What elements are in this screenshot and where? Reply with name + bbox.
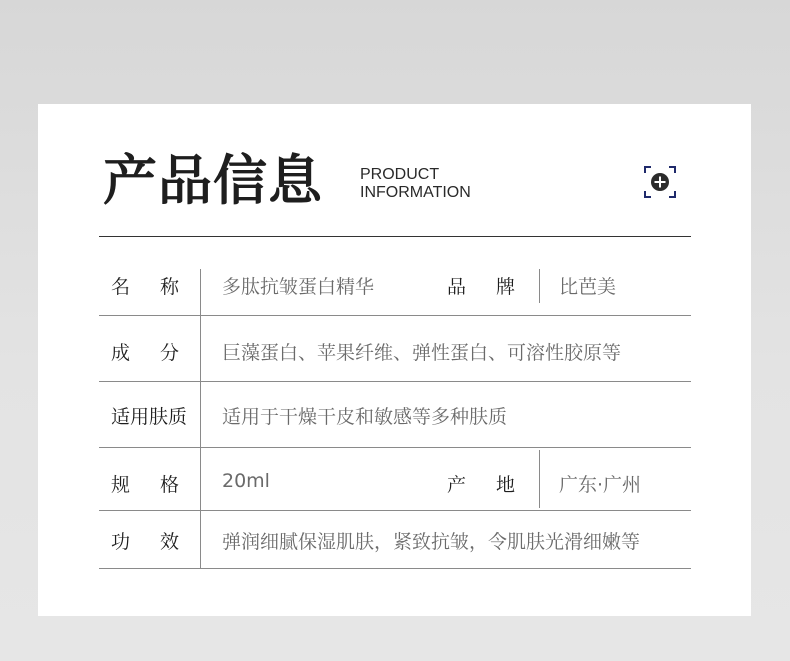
subtitle-line-2: INFORMATION [360,184,471,201]
row-value-2: 比芭美 [559,276,617,298]
row-value: 适用于干燥干皮和敏感等多种肤质 [222,406,508,428]
row-label: 规格 [111,474,210,496]
table-row-size [99,448,691,511]
page-subtitle [360,166,471,202]
row-value: 巨藻蛋白、苹果纤维、弹性蛋白、可溶性胶原等 [222,342,622,364]
page-title: 产品信息 [103,149,323,212]
table-row-skin-type [99,382,691,448]
row-label: 名称 [111,276,210,298]
row-label: 适用肤质 [111,406,188,428]
row-label-2: 产地 [447,474,546,496]
row-label: 功效 [111,531,210,553]
product-info-card [38,104,751,616]
row-value: 多肽抗皱蛋白精华 [222,276,375,298]
row-label: 成分 [111,342,210,364]
subtitle-line-1: PRODUCT [360,166,440,183]
header-divider [99,236,691,237]
table-row-name [99,269,691,316]
row-value-2: 广东·广州 [559,474,642,496]
plus-in-brackets-icon [644,166,676,198]
row-label-2: 品牌 [447,276,546,298]
row-value: 弹润细腻保湿肌肤，紧致抗皱，令肌肤光滑细嫩等 [222,531,641,553]
table-row-effect [99,511,691,569]
column-divider [200,382,201,447]
table-row-ingredients [99,316,691,382]
row-value: 20ml [222,470,270,492]
